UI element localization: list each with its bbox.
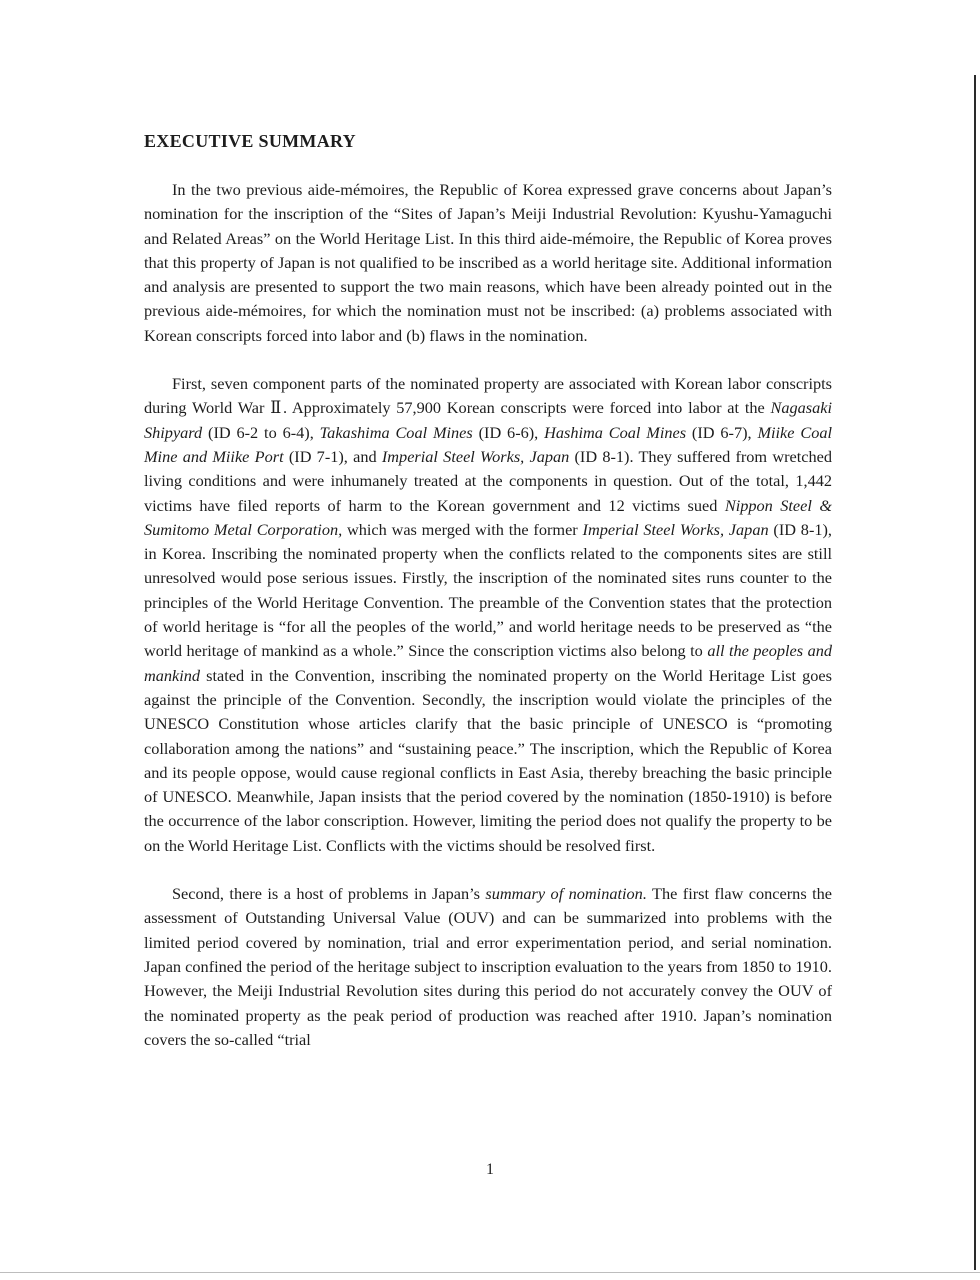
italic-term-miike-coal-mine: Miike Coal Mine and Miike Port bbox=[144, 422, 833, 466]
scan-edge-bottom bbox=[0, 1272, 980, 1273]
paragraph-introduction: In the two previous aide-mémoires, the Republic of Korea expressed grave concerns about Japan’s nomination for the inscription of the “Sites of Japan’s Meiji Industrial Revolution: Kyushu-Yamaguchi and Related Areas” on the World Heritage List. In this third aide-mémoire, the Republic of Korea proves that this property of Japan is not qualified to be inscribed as a world heritage site. Additional information and analysis are presented to support the two main reasons, which have been already pointed out in the previous aide-mémoires, for which the nomination must not be inscribed: (a) problems associated with Korean conscripts forced into labor and (b) flaws in the nomination. bbox=[144, 180, 832, 345]
text-run: (ID 6-7), bbox=[686, 422, 758, 442]
italic-term-nagasaki-shipyard: Nagasaki Shipyard bbox=[144, 398, 832, 442]
scan-edge-right bbox=[974, 75, 976, 1270]
text-run: stated in the Convention, inscribing the nominated property on the World Heritage List goes against the principle of the Convention. Secondly, the inscription would violate the principles of the UNESCO Constitution whose articles clarify that the basic principle of UNESCO is “promoting collaboration among the nations” and “sustaining peace.” The inscription, which the Republic of Korea and its people oppose, would cause regional conflicts in East Asia, thereby breaching the basic principle of UNESCO. Meanwhile, Japan insists that the period covered by the nomination (1850-1910) is before the occurrence of the labor conscription. However, limiting the period does not qualify the property to be on the World Heritage List. Conflicts with the victims should be resolved first. bbox=[144, 665, 832, 855]
italic-term-nippon-steel: Nippon Steel & Sumitomo Metal Corporation, bbox=[144, 495, 832, 539]
text-run: Second, there is a host of problems in Japan’s bbox=[172, 884, 486, 904]
italic-term-hashima-coal-mines: Hashima Coal Mines bbox=[544, 422, 687, 442]
page-title: EXECUTIVE SUMMARY bbox=[144, 131, 356, 151]
text-run: (ID 8-1). They suffered from wretched living conditions and were inhumanely treated at the components in question. Out of the total, 1,442 victims have filed reports of harm to the Korean government and 12 victims sued bbox=[144, 446, 833, 515]
text-run: (ID 8-1), in Korea. Inscribing the nominated property when the conflicts related to the components sites are still unresolved would pose serious issues. Firstly, the inscription of the nominated sites runs counter to the principles of the World Heritage Convention. The preamble of the Convention states that the protection of world heritage is “for all the peoples of the world,” and world heritage needs to be preserved as “the world heritage of mankind as a whole.” Since the conscription victims also belong to bbox=[144, 519, 832, 661]
text-run: (ID 7-1), and bbox=[283, 446, 382, 466]
italic-term-takashima-coal-mines: Takashima Coal Mines bbox=[319, 422, 473, 442]
text-run: The first flaw concerns the assessment of Outstanding Universal Value (OUV) and can be summarized into problems with the limited period covered by nomination, trial and error experimentation period, and serial nomination. Japan confined the period of the heritage subject to inscription evaluation to the years from 1850 to 1910. However, the Meiji Industrial Revolution sites during this period do not accurately convey the OUV of the nominated property as the peak period of production was reached after 1910. Japan’s nomination covers the so-called “trial bbox=[144, 884, 832, 1049]
text-run: (ID 6-6), bbox=[472, 422, 545, 442]
page-number: 1 bbox=[486, 1161, 494, 1178]
italic-term-peoples-and-mankind: all the peoples and mankind bbox=[144, 641, 833, 685]
text-run: First, seven component parts of the nominated property are associated with Korean labor conscripts during World War Ⅱ. Approximately 57,900 Korean conscripts were forced into labor at the bbox=[144, 374, 832, 418]
text-run: which was merged with the former bbox=[342, 519, 583, 539]
document-body bbox=[144, 128, 832, 1076]
italic-term-imperial-steel-works: Imperial Steel Works, Japan bbox=[381, 446, 570, 466]
paragraph-nomination-flaws bbox=[144, 882, 832, 1052]
paragraph-labor-conscripts bbox=[144, 372, 832, 858]
text-run: (ID 6-2 to 6-4), bbox=[202, 422, 320, 442]
italic-term-summary-of-nomination: summary of nomination. bbox=[485, 884, 647, 904]
italic-term-imperial-steel-works-2: Imperial Steel Works, Japan bbox=[582, 519, 769, 539]
